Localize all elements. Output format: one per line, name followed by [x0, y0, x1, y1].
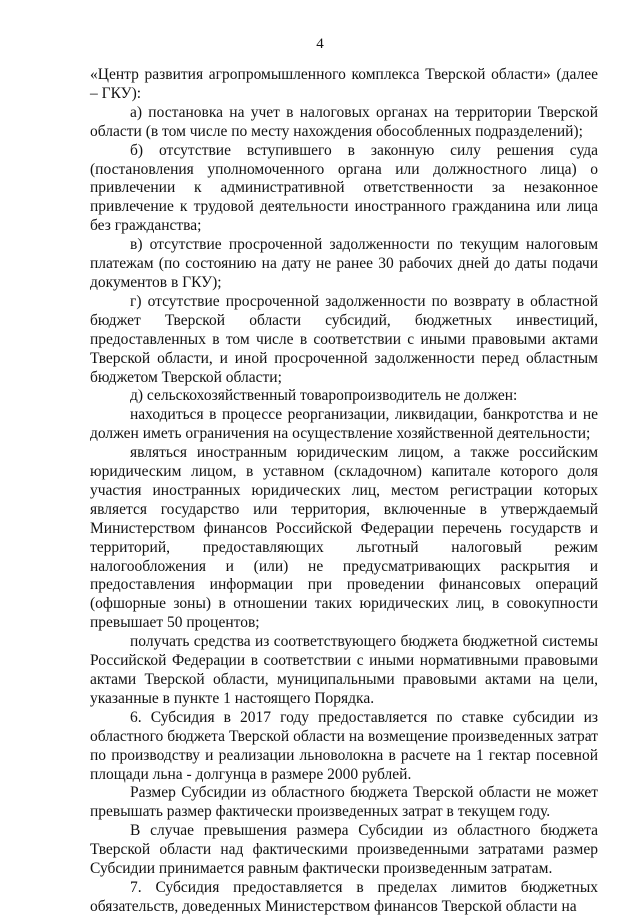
paragraph-section-6: 6. Субсидия в 2017 году предоставляется по ставке субсидии из областного бюджета Тверской области на возмещение произведенных затрат по производству и реализации льноволокна в расчете на 1 гектар посевной площади льна - долгунца в размере 2000 рублей.	[90, 708, 598, 783]
paragraph-item-a: а) постановка на учет в налоговых органах на территории Тверской области (в том числе по месту нахождения обособленных подразделений);	[90, 103, 598, 140]
paragraph-item-d-other-funds: получать средства из соответствующего бюджета бюджетной системы Российской Федерации в соответствии с иными нормативными правовыми актами Тверской области, муниципальными правовыми актами на цели, указанные в пункте 1 настоящего Порядка.	[90, 633, 598, 707]
paragraph-item-v: в) отсутствие просроченной задолженности по текущим налоговым платежам (по состоянию на дату не ранее 30 рабочих дней до даты подачи документов в ГКУ);	[90, 236, 598, 291]
paragraph-item-b: б) отсутствие вступившего в законную силу решения суда (постановления уполномоченного органа или должностного лица) о привлечении к административной ответственности за незаконное привлечение к трудовой деятельности иностранного гражданина или лица без гражданства;	[90, 141, 598, 235]
paragraph-item-g: г) отсутствие просроченной задолженности по возврату в областной бюджет Тверской области субсидий, бюджетных инвестиций, предоставленных в том числе в соответствии с иными правовыми актами Тверской области, и иной просроченной задолженности перед областным бюджетом Тверской области;	[90, 292, 598, 386]
paragraph-subsidy-excess: В случае превышения размера Субсидии из областного бюджета Тверской области над фактическими произведенными затратами размер Субсидии принимается равным фактически произведенным затратам.	[90, 822, 598, 878]
paragraph-section-7: 7. Субсидия предоставляется в пределах лимитов бюджетных обязательств, доведенных Министерством финансов Тверской области на	[90, 878, 598, 915]
page-number: 4	[316, 36, 324, 52]
document-body	[90, 66, 598, 917]
paragraph-gku-definition: «Центр развития агропромышленного комплекса Тверской области» (далее – ГКУ):	[90, 66, 598, 102]
paragraph-item-d-foreign-entity: являться иностранным юридическим лицом, а также российским юридическим лицом, в уставном (складочном) капитале которого доля участия иностранных юридических лиц, местом регистрации которых является государство или территория, включенные в утверждаемый Министерством финансов Российской Федерации перечень государств и территорий, предоставляющих льготный налоговый режим налогообложения и (или) не предусматривающих раскрытия и предоставления информации при проведении финансовых операций (офшорные зоны) в отношении таких юридических лиц, в совокупности превышает 50 процентов;	[90, 444, 598, 632]
paragraph-item-d-reorganization: находиться в процессе реорганизации, ликвидации, банкротства и не должен иметь ограничения на осуществление хозяйственной деятельности;	[90, 406, 598, 443]
paragraph-subsidy-limit: Размер Субсидии из областного бюджета Тверской области не может превышать размер фактически произведенных затрат в текущем году.	[90, 784, 598, 821]
paragraph-item-d: д) сельскохозяйственный товаропроизводитель не должен:	[130, 387, 518, 405]
